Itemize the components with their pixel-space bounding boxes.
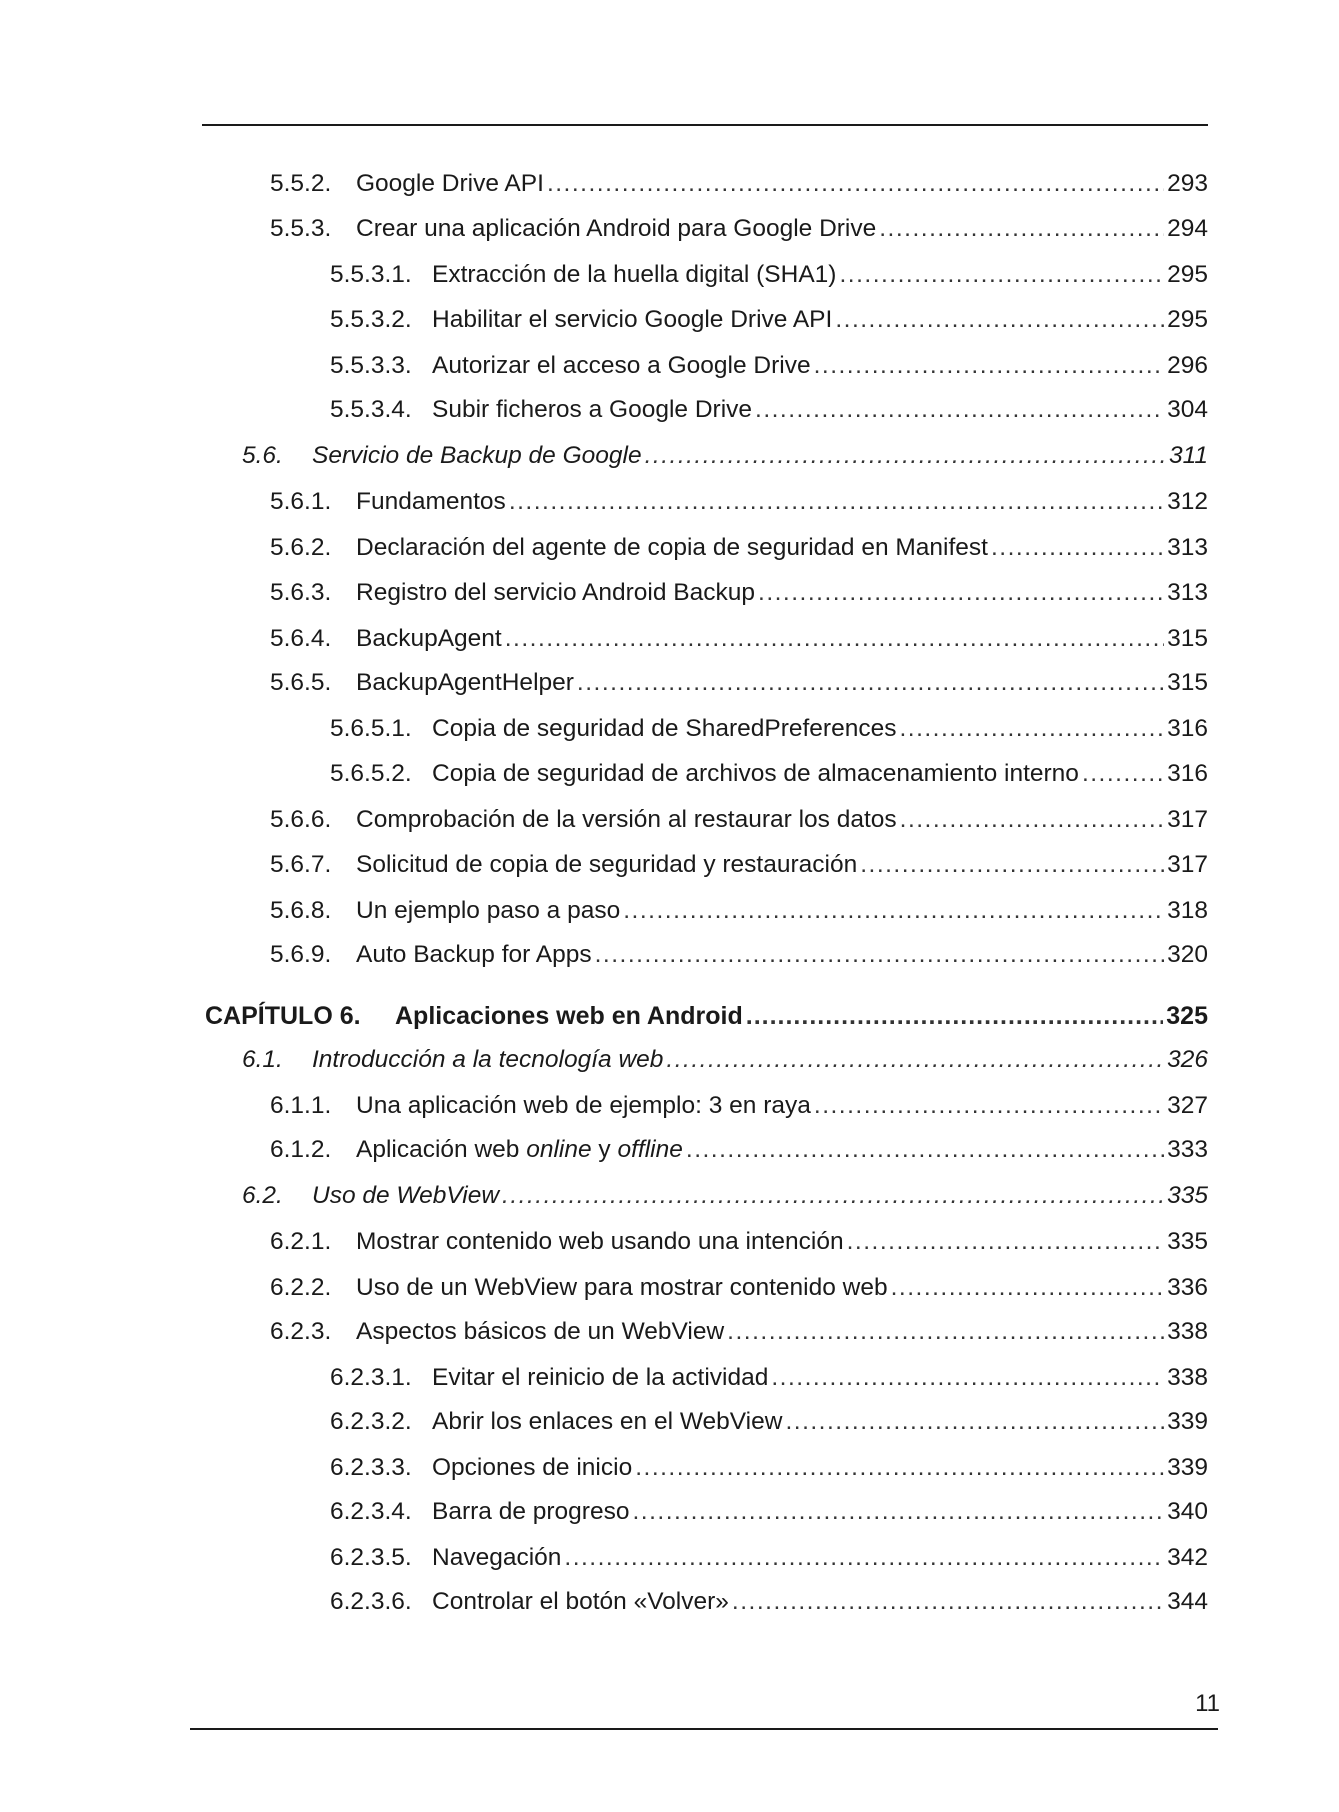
toc-entry-6-2[interactable]: 6.2. Uso de WebView ..... 335 [242, 1180, 1208, 1212]
toc-entry-5-6-5[interactable]: 5.6.5. BackupAgentHelper ..... 315 [270, 667, 1208, 699]
toc-entry-5-6-3[interactable]: 5.6.3. Registro del servicio Android Backup ..... 313 [270, 577, 1208, 609]
toc-entry-6-2-3-4[interactable]: 6.2.3.4. Barra de progreso ..... 340 [330, 1496, 1208, 1528]
footer-rule [190, 1728, 1218, 1730]
page-number: 11 [1195, 1690, 1220, 1717]
toc-entry-6-2-3-2[interactable]: 6.2.3.2. Abrir los enlaces en el WebView ..... 339 [330, 1406, 1208, 1438]
toc-entry-5-6-2[interactable]: 5.6.2. Declaración del agente de copia de seguridad en Manifest ..... 313 [270, 532, 1208, 564]
toc-entry-5-5-3[interactable]: 5.5.3. Crear una aplicación Android para Google Drive ..... 294 [270, 213, 1208, 245]
toc-entry-5-6-4[interactable]: 5.6.4. BackupAgent ..... 315 [270, 623, 1208, 655]
toc-entry-5-6-1[interactable]: 5.6.1. Fundamentos ..... 312 [270, 486, 1208, 518]
toc-entry-5-5-3-2[interactable]: 5.5.3.2. Habilitar el servicio Google Drive API ..... 295 [330, 304, 1208, 336]
toc-entry-5-6-6[interactable]: 5.6.6. Comprobación de la versión al restaurar los datos ..... 317 [270, 804, 1208, 836]
toc-entry-6-2-1[interactable]: 6.2.1. Mostrar contenido web usando una intención ..... 335 [270, 1226, 1208, 1258]
toc-entry-5-6[interactable]: 5.6. Servicio de Backup de Google ..... 311 [242, 440, 1208, 472]
toc-entry-chapter-6[interactable]: CAPÍTULO 6. Aplicaciones web en Android ..... 325 [205, 1000, 1208, 1032]
toc-entry-6-1[interactable]: 6.1. Introducción a la tecnología web ..... 326 [242, 1044, 1208, 1076]
toc-entry-6-2-3-3[interactable]: 6.2.3.3. Opciones de inicio ..... 339 [330, 1452, 1208, 1484]
toc-entry-6-2-2[interactable]: 6.2.2. Uso de un WebView para mostrar contenido web ..... 336 [270, 1272, 1208, 1304]
toc-entry-5-5-3-3[interactable]: 5.5.3.3. Autorizar el acceso a Google Drive ..... 296 [330, 350, 1208, 382]
toc-entry-5-5-3-1[interactable]: 5.5.3.1. Extracción de la huella digital (SHA1) ..... 295 [330, 259, 1208, 291]
header-rule [202, 124, 1208, 126]
toc-entry-5-5-2[interactable]: 5.5.2. Google Drive API ..... 293 [270, 168, 1208, 200]
toc-entry-6-2-3-6[interactable]: 6.2.3.6. Controlar el botón «Volver» ..... 344 [330, 1586, 1208, 1618]
toc-entry-6-2-3-5[interactable]: 6.2.3.5. Navegación ..... 342 [330, 1542, 1208, 1574]
toc-entry-5-6-8[interactable]: 5.6.8. Un ejemplo paso a paso ..... 318 [270, 895, 1208, 927]
toc-entry-6-1-1[interactable]: 6.1.1. Una aplicación web de ejemplo: 3 en raya ..... 327 [270, 1090, 1208, 1122]
toc-entry-5-6-5-1[interactable]: 5.6.5.1. Copia de seguridad de SharedPreferences ..... 316 [330, 713, 1208, 745]
toc-entry-6-2-3-1[interactable]: 6.2.3.1. Evitar el reinicio de la actividad ..... 338 [330, 1362, 1208, 1394]
toc-entry-6-2-3[interactable]: 6.2.3. Aspectos básicos de un WebView ..... 338 [270, 1316, 1208, 1348]
toc-entry-6-1-2[interactable]: 6.1.2. Aplicación web online y offline ..... 333 [270, 1134, 1208, 1166]
toc-entry-5-6-7[interactable]: 5.6.7. Solicitud de copia de seguridad y restauración ..... 317 [270, 849, 1208, 881]
toc-entry-5-5-3-4[interactable]: 5.5.3.4. Subir ficheros a Google Drive ..... 304 [330, 394, 1208, 426]
toc-entry-5-6-9[interactable]: 5.6.9. Auto Backup for Apps ..... 320 [270, 939, 1208, 971]
toc-entry-5-6-5-2[interactable]: 5.6.5.2. Copia de seguridad de archivos de almacenamiento interno ..... 316 [330, 758, 1208, 790]
